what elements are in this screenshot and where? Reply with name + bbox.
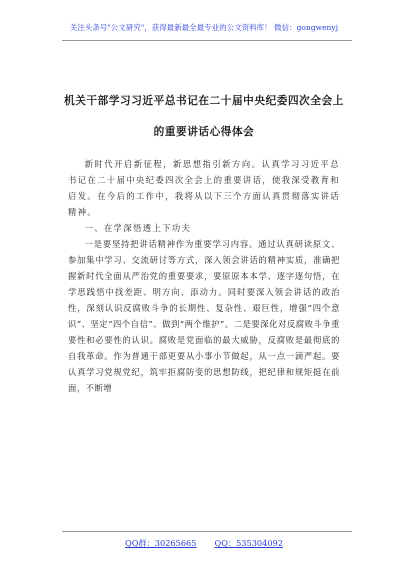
intro-paragraph: 新时代开启新征程，新思想指引新方向。认真学习习近平总书记在二十届中央纪委四次全会上的重要讲话，使我深受教育和启发。在今后的工作中，我将从以下三个方面认真贯彻落实讲话精神。 bbox=[68, 159, 340, 217]
footer-qq-group[interactable]: QQ群：30265665 bbox=[125, 538, 197, 548]
header-promo-note: 关注头条号"公文研究"，获得最新最全最专业的公文资料库！ 微信：gongwenyj bbox=[69, 23, 339, 32]
section-1-paragraph: 一是要坚持把讲话精神作为重要学习内容。通过认真研读原文、参加集中学习、交流研讨等方式，深入领会讲话的精神实质，准确把握新时代全面从严治党的重要要求，要原原本本学、逐字逐句悟，在学思践悟中找差距、明方向、添动力。同时要深入领会讲话的政治性，深刻认识反腐败斗争的长期性、复杂性、艰巨性，增强“四个意识”、坚定“四个自信”、做到“两个维护”。二是要深化对反腐败斗争重要性和必要性的认识。腐败是党面临的最大威胁，反腐败是最彻底的自我革命。作为普通干部更要从小事小节做起，从一点一滴严起。要认真学习党规党纪，筑牢拒腐防变的思想防线，把纪律和规矩挺在前面，不断增 bbox=[68, 239, 340, 393]
document-body bbox=[68, 156, 340, 396]
document-title-line-1: 机关干部学习习近平总书记在二十届中央纪委四次全会上 bbox=[64, 95, 344, 107]
section-1-heading: 一、在学深悟透上下功夫 bbox=[84, 223, 192, 233]
footer-contact bbox=[0, 538, 408, 549]
header-divider bbox=[62, 40, 352, 41]
document-title-line-2: 的重要讲话心得体会 bbox=[153, 126, 255, 138]
footer-divider bbox=[62, 531, 352, 532]
footer-qq-contact[interactable]: QQ：535304092 bbox=[214, 538, 283, 548]
